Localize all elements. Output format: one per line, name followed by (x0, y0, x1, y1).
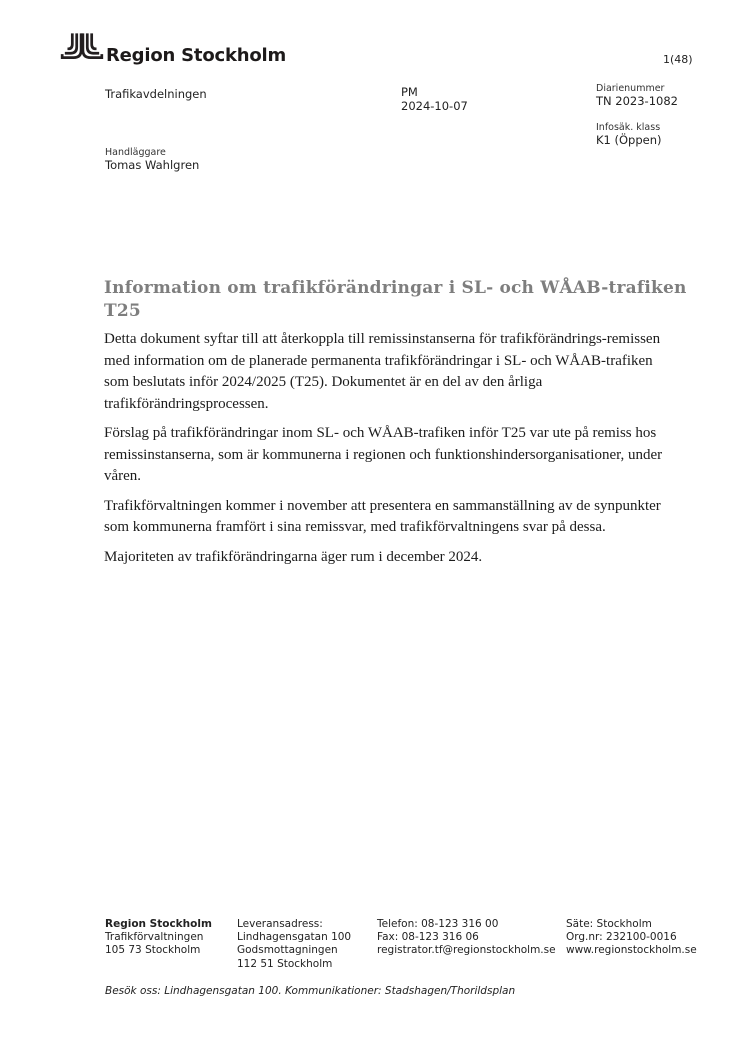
case-officer-block (105, 147, 199, 173)
diary-number-block (596, 83, 678, 109)
department-name: Trafikavdelningen (105, 87, 207, 101)
body-paragraph: Trafikförvaltningen kommer i november att presentera en sammanställning av de synpunkter som kommunerna framfört i sina remissvar, med trafikförvaltningens svar på dessa. (104, 497, 661, 535)
doc-type-date-block (401, 86, 468, 113)
case-officer-label: Handläggare (105, 147, 166, 158)
logo-org-name: Region Stockholm (106, 45, 287, 66)
infosec-class-value: K1 (Öppen) (596, 133, 662, 147)
body-paragraph: Majoriteten av trafikförändringarna äger rum i december 2024. (104, 548, 483, 565)
footer-org-unit: Trafikförvaltningen (105, 931, 204, 944)
footer-delivery-postal: 112 51 Stockholm (237, 957, 333, 970)
case-officer-name: Tomas Wahlgren (105, 158, 200, 172)
footer-delivery-goods: Godsmottagningen (237, 944, 338, 957)
footer-registry (566, 918, 697, 958)
body-paragraph: Detta dokument syftar till att återkoppla till remissinstanserna för trafikförändrings-remissen med information om de planerade permanenta trafikförändringar i SL- och WÅAB-trafiken som beslutats inför 2024/2025 (T25). Dokumentet är en del av den årliga trafikförändringsprocessen. (104, 331, 661, 412)
body-paragraph: Förslag på trafikförändringar inom SL- och WÅAB-trafiken inför T25 var ute på remiss hos remissinstanserna, som är kommunerna i regionen och funktionshindersorganisationer, under våren. (104, 425, 663, 484)
doc-type: PM (401, 85, 418, 99)
region-stockholm-logo-icon (60, 32, 104, 63)
footer-seat: Säte: Stockholm (566, 918, 652, 930)
footer-visit-line: Besök oss: Lindhagensgatan 100. Kommunikationer: Stadshagen/Thorildsplan (105, 985, 516, 997)
footer-delivery-label: Leveransadress: (237, 918, 323, 930)
infosec-class-block (596, 122, 662, 148)
footer-phone: Telefon: 08-123 316 00 (377, 918, 499, 930)
footer-contact (377, 918, 556, 958)
document-title-line-2: T25 (104, 301, 141, 321)
footer-orgnr: Org.nr: 232100-0016 (566, 931, 677, 944)
footer-org-postal: 105 73 Stockholm (105, 944, 201, 957)
document-title-line-1: Information om trafikförändringar i SL- och WÅAB-trafiken (104, 278, 687, 298)
page-number: 1(48) (663, 53, 693, 66)
document-body (104, 329, 672, 576)
footer-website: www.regionstockholm.se (566, 944, 697, 957)
document-title (104, 277, 704, 323)
footer-email: registrator.tf@regionstockholm.se (377, 944, 556, 957)
footer-delivery-address (237, 918, 351, 971)
footer-org-address (105, 918, 212, 958)
infosec-class-label: Infosäk. klass (596, 122, 661, 133)
footer-org-name: Region Stockholm (105, 918, 212, 930)
doc-date: 2024-10-07 (401, 98, 468, 113)
footer-fax: Fax: 08-123 316 06 (377, 931, 479, 944)
diary-number-label: Diarienummer (596, 83, 665, 94)
footer-delivery-street: Lindhagensgatan 100 (237, 931, 352, 944)
diary-number-value: TN 2023-1082 (596, 94, 678, 108)
